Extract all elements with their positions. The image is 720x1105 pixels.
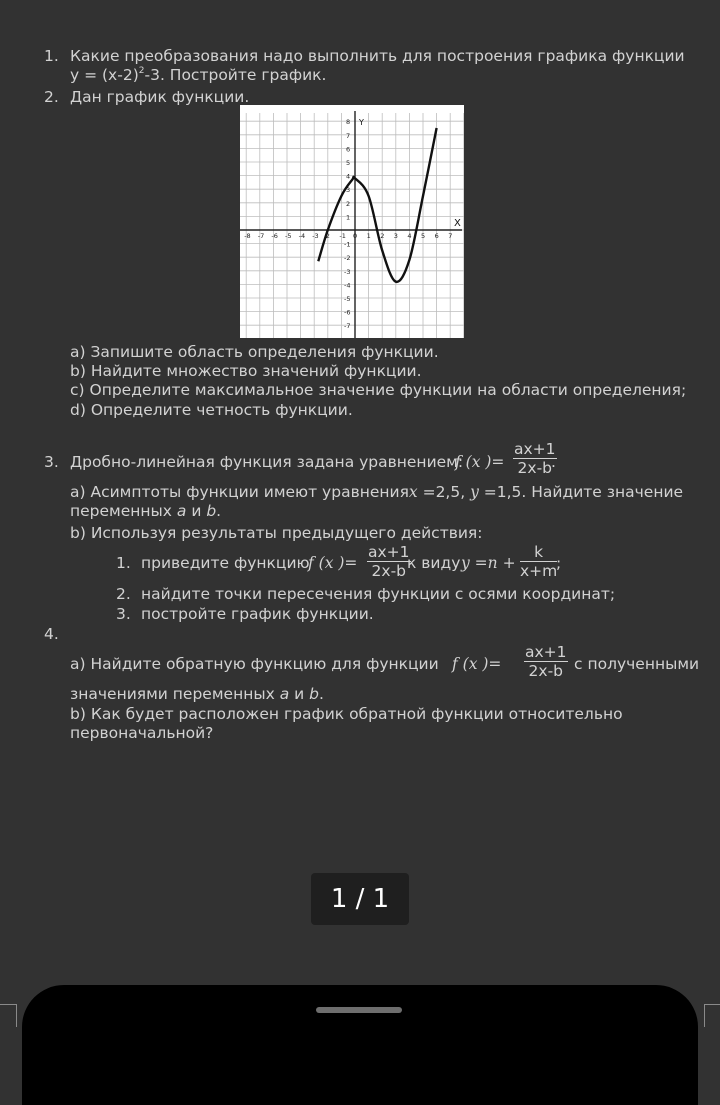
y-tick-label: -2 — [344, 254, 351, 263]
q3-sub1-fx: f (x )= — [308, 554, 358, 572]
page-indicator: 1 / 1 — [311, 873, 409, 925]
y-tick-label: -3 — [344, 267, 351, 276]
x-tick-label: 5 — [421, 232, 426, 240]
q3-sub1-y: y =n + — [461, 554, 516, 572]
q4-a-suffix: с полученными — [574, 655, 700, 673]
q3-sub1-fraction: $\frac{ax+1}{2x-b}$ — [368, 543, 410, 580]
q4-b-line1: b) Как будет расположен график обратной функции относительно — [70, 705, 623, 723]
y-tick-label: 4 — [346, 172, 351, 181]
q3-number: 3. — [44, 453, 59, 471]
q3-fraction: $\frac{ax+1}{2x-b}$ — [514, 440, 556, 477]
q3-a-line2: переменных a и b. — [70, 502, 222, 520]
x-tick-label: -5 — [285, 232, 292, 240]
x-tick-label: 4 — [407, 232, 412, 240]
function-curve — [318, 128, 436, 282]
q1-number: 1. — [44, 47, 59, 65]
x-tick-label: -1 — [339, 232, 346, 240]
q3-sub1-mid: к виду — [407, 554, 461, 572]
left-edge-marker — [0, 1004, 17, 1027]
drag-handle[interactable] — [316, 1007, 402, 1013]
x-axis-label: X — [454, 218, 461, 229]
x-tick-label: 1 — [366, 232, 371, 240]
y-tick-label: -4 — [344, 281, 351, 290]
q2-item-a: a) Запишите область определения функции. — [70, 343, 439, 361]
q3-b-text: b) Используя результаты предыдущего действия: — [70, 524, 483, 542]
q1-line1: Какие преобразования надо выполнить для построения графика функции — [70, 47, 685, 65]
q3-a-line1: a) Асимптоты функции имеют уравненияx =2,5, y =1,5. Найдите значение — [70, 483, 684, 501]
q3-fx: f (x )= — [455, 453, 505, 471]
q4-a-line1: a) Найдите обратную функцию для функции — [70, 655, 439, 673]
x-tick-label: 2 — [380, 232, 385, 240]
x-tick-label: 2 — [325, 232, 330, 240]
y-tick-label: 5 — [346, 159, 351, 167]
q4-number: 4. — [44, 625, 59, 643]
q3-sub1-end: ; — [556, 554, 562, 572]
x-tick-label: 3 — [393, 232, 398, 240]
q2-item-b: b) Найдите множество значений функции. — [70, 362, 422, 380]
graph-grid — [240, 113, 464, 338]
q4-a-line2: значениями переменных a и b. — [70, 685, 324, 703]
q3-sub2-number: 2. — [116, 585, 131, 603]
q3-sub3-number: 3. — [116, 605, 131, 623]
function-graph — [240, 105, 464, 338]
x-tick-label: -4 — [298, 232, 306, 240]
q2-item-c: c) Определите максимальное значение функции на области определения; — [70, 381, 687, 399]
q4-fraction: $\frac{ax+1}{2x-b}$ — [525, 643, 567, 680]
q2-item-d: d) Определите четность функции. — [70, 401, 353, 419]
q3-text: Дробно-линейная функция задана уравнением: — [70, 453, 464, 471]
y-tick-label: 7 — [346, 131, 351, 140]
y-axis-label: Y — [359, 118, 364, 127]
q3-sub1-number: 1. — [116, 554, 131, 572]
q3-sub3-text: постройте график функции. — [141, 605, 374, 623]
x-tick-label: -6 — [271, 232, 278, 240]
x-tick-label: 6 — [434, 232, 439, 240]
y-tick-label: -5 — [344, 295, 351, 303]
y-tick-label: 8 — [346, 118, 351, 127]
x-tick-label: 7 — [448, 232, 453, 240]
x-tick-label: 0 — [353, 232, 358, 240]
y-tick-label: -6 — [344, 308, 351, 317]
y-tick-label: 3 — [346, 186, 351, 195]
q4-fx: f (x )= — [452, 655, 502, 673]
graph-ticks — [244, 118, 452, 330]
y-tick-label: 1 — [346, 213, 351, 222]
q4-b-line2: первоначальной? — [70, 724, 214, 742]
q3-dot: . — [551, 453, 556, 471]
q2-number: 2. — [44, 88, 59, 106]
q3-sub2-text: найдите точки пересечения функции с осями координат; — [141, 585, 616, 603]
q3-sub1-text: приведите функцию — [141, 554, 310, 572]
right-edge-marker — [704, 1004, 720, 1027]
q2-title: Дан график функции. — [70, 88, 250, 106]
x-tick-label: -8 — [244, 232, 251, 240]
x-tick-label: -3 — [312, 232, 319, 240]
x-tick-label: -7 — [257, 232, 265, 240]
y-tick-label: -7 — [344, 322, 351, 331]
q3-sub1-fraction2: $\frac{k}{x+m}$ — [520, 543, 558, 580]
bottom-sheet[interactable] — [22, 985, 698, 1105]
q1-line2: $y = (x-2)^2-3$. Постройте график. — [70, 66, 327, 84]
y-tick-label: 2 — [346, 199, 351, 208]
y-tick-label: 6 — [346, 145, 351, 154]
y-tick-label: -1 — [344, 240, 351, 249]
